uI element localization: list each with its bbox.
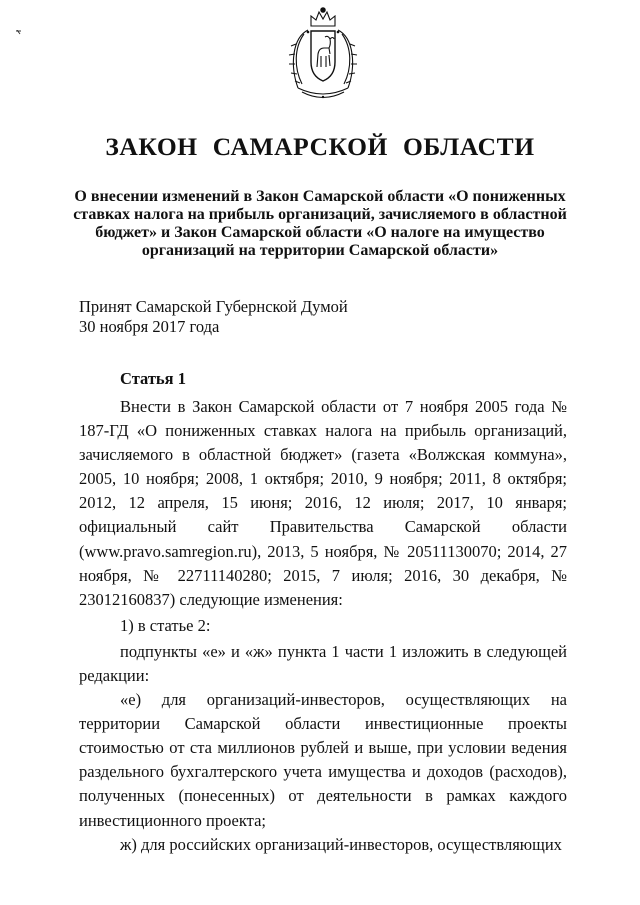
law-subtitle [70, 188, 570, 260]
coat-of-arms-emblem [284, 4, 362, 104]
paragraph-item: 1) в статье 2: [120, 615, 211, 635]
article-heading: Статья 1 [120, 369, 186, 388]
adoption-info [79, 297, 348, 337]
paragraph-item: подпункты «е» и «ж» пункта 1 части 1 изложить в следующей редакции: [79, 641, 567, 685]
subtitle-line: ставках налога на прибыль организаций, зачисляемого в областной [73, 206, 567, 223]
paragraph-amendment-intro: Внести в Закон Самарской области от 7 ноября 2005 года № 187-ГД «О пониженных ставках налога на прибыль организаций, зачисляемого в областной бюджет» (газета «Волжская коммуна», 2005, 10 ноября; 2008, 1 октября; 2010, 9 ноября; 2011, 8 октября; 2012, 12 апреля, 15 июня; 2016, 12 июля; 2017, 10 января; официальный сайт Правительства Самарской области (www.pravo.samregion.ru), 2013, 5 ноября, № 20511130070; 2014, 27 ноября, № 22711140280; 2015, 7 июля; 2016, 30 декабря, № 23012160837) следующие изменения: [79, 397, 567, 609]
subtitle-line: организаций на территории Самарской области» [141, 242, 499, 259]
subtitle-line: О внесении изменений в Закон Самарской области «О пониженных [74, 188, 566, 205]
adoption-date: 30 ноября 2017 года [79, 317, 220, 336]
paragraph-subpoint-zh: ж) для российских организаций-инвесторов, осуществляющих [120, 834, 562, 854]
paragraph-subpoint-e: «е) для организаций-инвесторов, осуществляющих на территории Самарской области инвестиционные проекты стоимостью от ста миллионов рублей и выше, при условии ведения раздельного бухгалтерского учета имущества и доходов (расходов), полученных (понесенных) от деятельности в рамках каждого инвестиционного проекта; [79, 690, 567, 830]
subtitle-line: бюджет» и Закон Самарской области «О налоге на имущество [95, 224, 545, 241]
article-body [79, 395, 567, 857]
law-title: ЗАКОН САМАРСКОЙ ОБЛАСТИ [105, 132, 535, 161]
scan-mark [16, 30, 22, 36]
adopted-by: Принят Самарской Губернской Думой [79, 297, 348, 316]
